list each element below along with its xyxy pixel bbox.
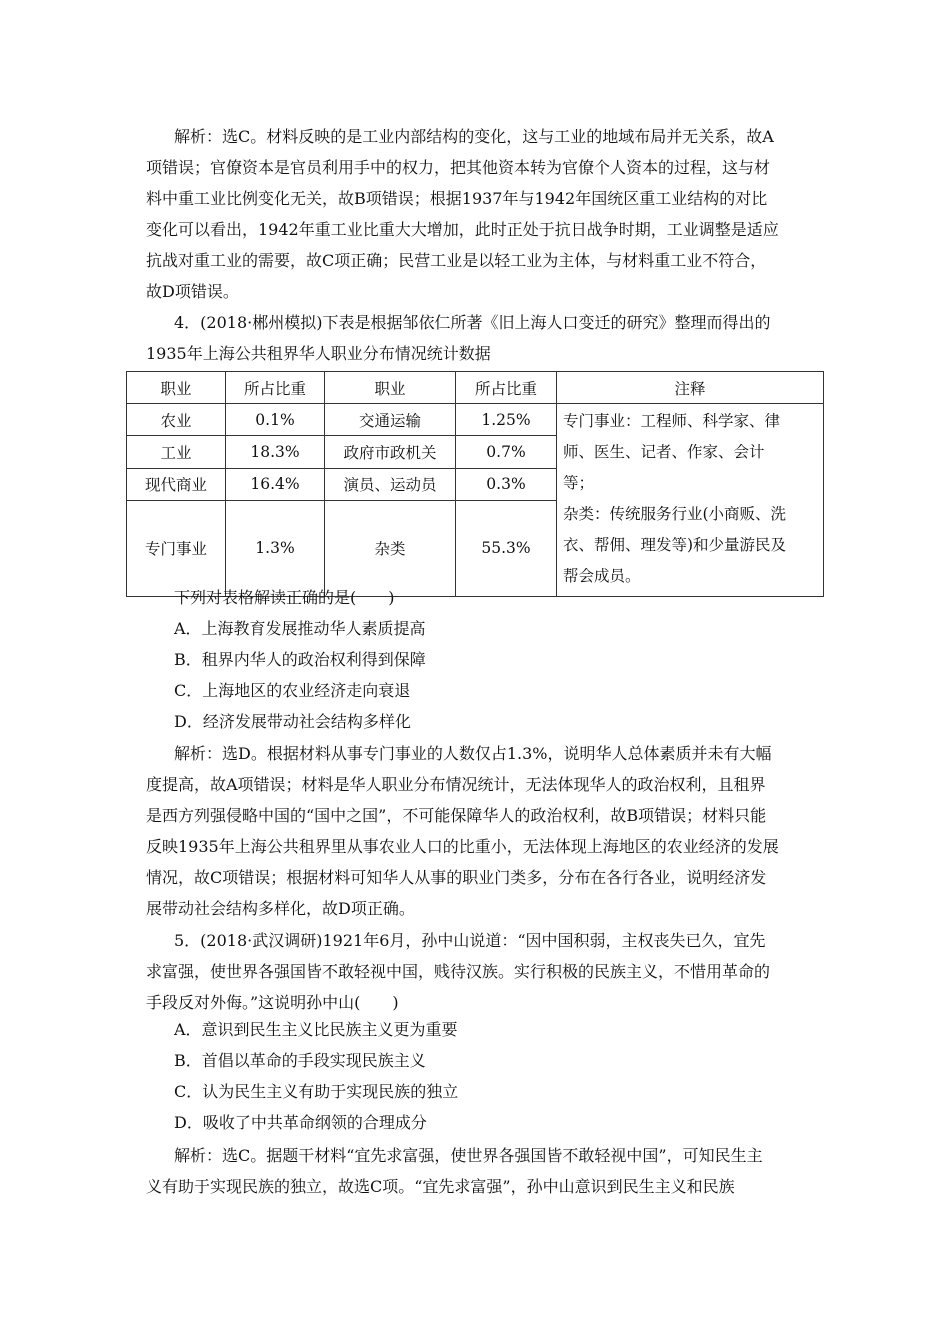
analysis-line: 料中重工业比例变化无关，故B项错误；根据1937年与1942年国统区重工业结构的对比 bbox=[146, 189, 768, 208]
analysis-line: 是西方列强侵略中国的“国中之国”，不可能保障华人的政治权利，故B项错误；材料只能 bbox=[146, 806, 767, 825]
option-d: D．吸收了中共革命纲领的合理成分 bbox=[174, 1113, 427, 1132]
table-cell: 18.3% bbox=[226, 436, 325, 468]
note-line: 杂类：传统服务行业(小商贩、洗 bbox=[563, 505, 787, 523]
note-line: 专门事业：工程师、科学家、律 bbox=[563, 412, 781, 430]
q5-stem bbox=[146, 925, 806, 1018]
q4-stem bbox=[146, 307, 806, 369]
table-header-cell: 所占比重 bbox=[226, 372, 325, 404]
table-cell: 交通运输 bbox=[325, 404, 456, 436]
table-cell: 专门事业 bbox=[127, 500, 226, 596]
table-header-cell: 所占比重 bbox=[456, 372, 557, 404]
option-b: B．首倡以革命的手段实现民族主义 bbox=[174, 1051, 426, 1070]
option-d: D．经济发展带动社会结构多样化 bbox=[174, 712, 411, 731]
option-b: B．租界内华人的政治权利得到保障 bbox=[174, 650, 426, 669]
table-cell: 演员、运动员 bbox=[325, 468, 456, 500]
note-line: 等； bbox=[563, 474, 595, 492]
table-cell: 现代商业 bbox=[127, 468, 226, 500]
analysis-line: 抗战对重工业的需要，故C项正确；民营工业是以轻工业为主体，与材料重工业不符合， bbox=[146, 251, 767, 270]
analysis-line: 项错误；官僚资本是官员利用手中的权力，把其他资本转为官僚个人资本的过程，这与材 bbox=[146, 158, 771, 177]
table-cell: 工业 bbox=[127, 436, 226, 468]
table-header-row bbox=[127, 372, 824, 404]
table-header-cell: 注释 bbox=[557, 372, 824, 404]
analysis-line: 度提高，故A项错误；材料是华人职业分布情况统计，无法体现华人的政治权利，且租界 bbox=[146, 775, 766, 794]
question-stem-line: 5．(2018·武汉调研)1921年6月，孙中山说道：“因中国积弱，主权丧失已久，宜先 bbox=[174, 931, 766, 950]
table-note-cell bbox=[557, 404, 824, 597]
option-c: C．上海地区的农业经济走向衰退 bbox=[174, 681, 411, 700]
table-cell: 16.4% bbox=[226, 468, 325, 500]
table-header-cell: 职业 bbox=[325, 372, 456, 404]
analysis-line: 解析：选D。根据材料从事专门事业的人数仅占1.3%，说明华人总体素质并未有大幅 bbox=[174, 744, 772, 763]
table-cell: 0.7% bbox=[456, 436, 557, 468]
q5-analysis bbox=[146, 1140, 806, 1202]
analysis-line: 解析：选C。据题干材料“宜先求富强，使世界各强国皆不敢轻视中国”，可知民生主 bbox=[174, 1146, 763, 1165]
analysis-line: 变化可以看出，1942年重工业比重大大增加，此时正处于抗日战争时期，工业调整是适应 bbox=[146, 220, 779, 239]
table-cell: 55.3% bbox=[456, 500, 557, 596]
table-row bbox=[127, 404, 824, 436]
analysis-line: 情况，故C项错误；根据材料可知华人从事的职业门类多，分布在各行各业，说明经济发 bbox=[146, 868, 767, 887]
question-stem-line: 求富强，使世界各强国皆不敢轻视中国，贱待汉族。实行积极的民族主义，不惜用革命的 bbox=[146, 962, 771, 981]
question-stem-line: 手段反对外侮。”这说明孙中山( ) bbox=[146, 993, 399, 1012]
table-header-cell: 职业 bbox=[127, 372, 226, 404]
option-c: C．认为民生主义有助于实现民族的独立 bbox=[174, 1082, 459, 1101]
option-a: A．意识到民生主义比民族主义更为重要 bbox=[174, 1020, 458, 1039]
note-line: 帮会成员。 bbox=[563, 567, 641, 585]
q3-analysis bbox=[146, 121, 806, 307]
option-a: A．上海教育发展推动华人素质提高 bbox=[174, 619, 426, 638]
q4-analysis bbox=[146, 738, 806, 924]
note-line: 衣、帮佣、理发等)和少量游民及 bbox=[563, 536, 787, 554]
table-cell: 0.3% bbox=[456, 468, 557, 500]
table-cell: 政府市政机关 bbox=[325, 436, 456, 468]
analysis-line: 展带动社会结构多样化，故D项正确。 bbox=[146, 899, 415, 918]
table-cell: 1.3% bbox=[226, 500, 325, 596]
table-cell: 1.25% bbox=[456, 404, 557, 436]
table-cell: 杂类 bbox=[325, 500, 456, 596]
analysis-line: 解析：选C。材料反映的是工业内部结构的变化，这与工业的地域布局并无关系，故A bbox=[174, 127, 774, 146]
table-cell: 0.1% bbox=[226, 404, 325, 436]
analysis-line: 义有助于实现民族的独立，故选C项。“宜先求富强”，孙中山意识到民生主义和民族 bbox=[146, 1177, 735, 1196]
question-stem-line: 1935年上海公共租界华人职业分布情况统计数据 bbox=[146, 344, 491, 363]
question-prompt: 下列对表格解读正确的是( ) bbox=[174, 588, 395, 607]
analysis-line: 故D项错误。 bbox=[146, 282, 239, 301]
occupation-table bbox=[126, 371, 824, 597]
question-stem-line: 4．(2018·郴州模拟)下表是根据邹依仁所著《旧上海人口变迁的研究》整理而得出的 bbox=[174, 313, 771, 332]
table-cell: 农业 bbox=[127, 404, 226, 436]
analysis-line: 反映1935年上海公共租界里从事农业人口的比重小，无法体现上海地区的农业经济的发展 bbox=[146, 837, 779, 856]
note-line: 师、医生、记者、作家、会计 bbox=[563, 443, 765, 461]
